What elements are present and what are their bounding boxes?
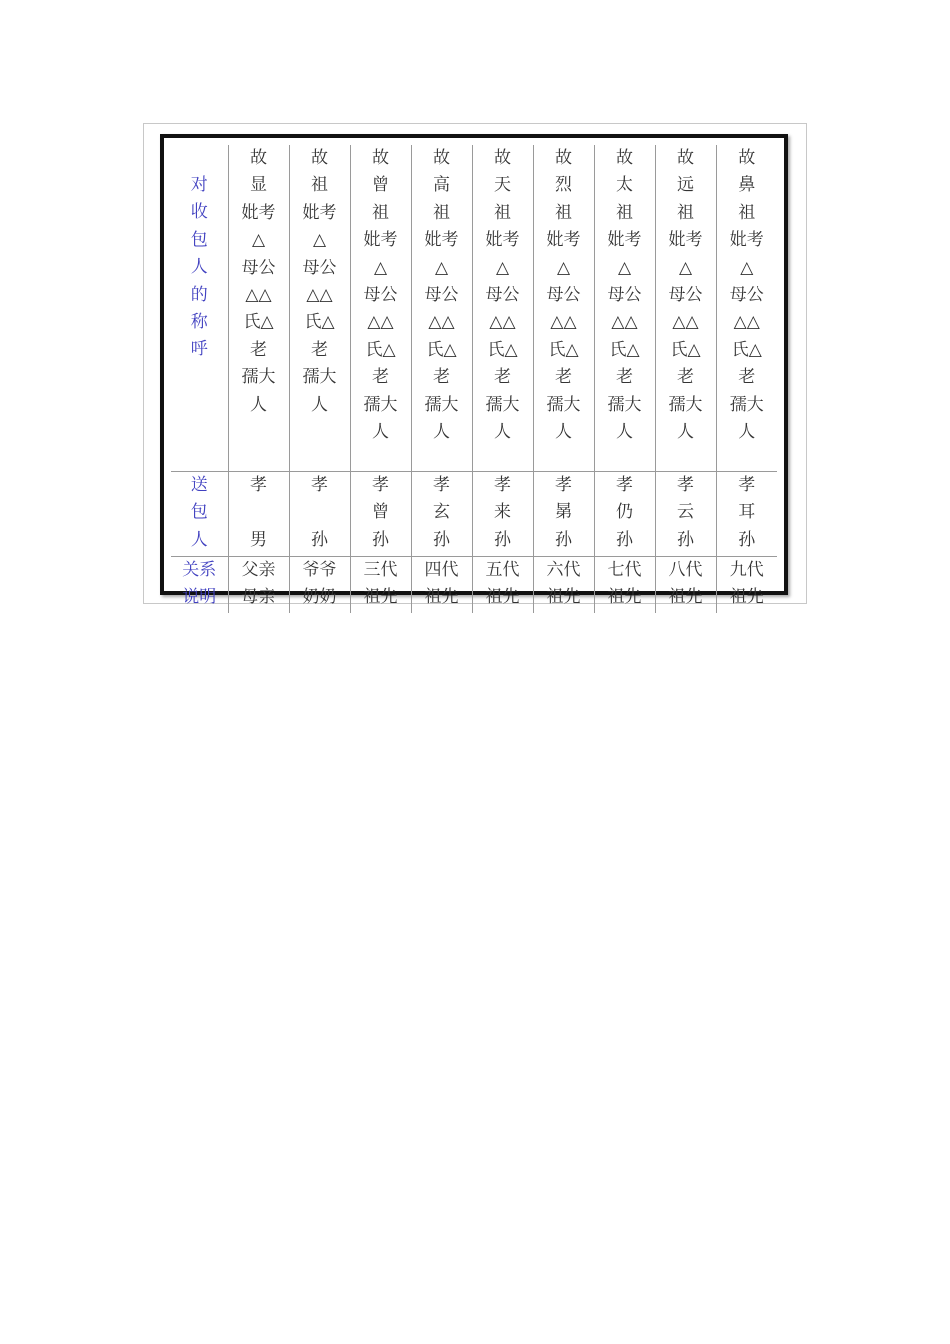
sender-cell-8: 孝 云 孙 [655, 472, 716, 557]
relation-row [171, 557, 777, 614]
recipient-cell-8: 故 远 祖 妣考 △ 母公 △△ 氏△ 老 孺大 人 [655, 145, 716, 472]
sender-cell-4: 孝 玄 孙 [411, 472, 472, 557]
recipient-cell-9: 故 鼻 祖 妣考 △ 母公 △△ 氏△ 老 孺大 人 [716, 145, 777, 472]
recipient-cell-5: 故 天 祖 妣考 △ 母公 △△ 氏△ 老 孺大 人 [472, 145, 533, 472]
row-label-recipient: 对 收 包 人 的 称 呼 [171, 145, 228, 472]
relation-cell-3: 三代 祖先 [350, 557, 411, 614]
relation-cell-9: 九代 祖先 [716, 557, 777, 614]
sender-cell-6: 孝 晜 孙 [533, 472, 594, 557]
relation-cell-7: 七代 祖先 [594, 557, 655, 614]
recipient-cell-3: 故 曾 祖 妣考 △ 母公 △△ 氏△ 老 孺大 人 [350, 145, 411, 472]
relation-cell-2: 爷爷 奶奶 [289, 557, 350, 614]
recipient-cell-6: 故 烈 祖 妣考 △ 母公 △△ 氏△ 老 孺大 人 [533, 145, 594, 472]
relation-cell-1: 父亲 母亲 [228, 557, 289, 614]
image-frame [143, 123, 807, 607]
relation-cell-6: 六代 祖先 [533, 557, 594, 614]
sender-cell-9: 孝 耳 孙 [716, 472, 777, 557]
row-label-sender: 送 包 人 [171, 472, 228, 557]
sender-row [171, 472, 777, 557]
ancestor-title-table [171, 145, 777, 613]
sender-cell-5: 孝 来 孙 [472, 472, 533, 557]
recipient-cell-2: 故 祖 妣考 △ 母公 △△ 氏△ 老 孺大 人 [289, 145, 350, 472]
sender-cell-7: 孝 仍 孙 [594, 472, 655, 557]
recipient-cell-1: 故 显 妣考 △ 母公 △△ 氏△ 老 孺大 人 [228, 145, 289, 472]
table-frame [160, 134, 788, 607]
recipient-title-row [171, 145, 777, 472]
recipient-cell-7: 故 太 祖 妣考 △ 母公 △△ 氏△ 老 孺大 人 [594, 145, 655, 472]
row-label-relation: 关系 说明 [182, 560, 217, 607]
relation-cell-8: 八代 祖先 [655, 557, 716, 614]
recipient-cell-4: 故 高 祖 妣考 △ 母公 △△ 氏△ 老 孺大 人 [411, 145, 472, 472]
sender-cell-1: 孝 男 [228, 472, 289, 557]
sender-cell-3: 孝 曾 孙 [350, 472, 411, 557]
relation-cell-5: 五代 祖先 [472, 557, 533, 614]
sender-cell-2: 孝 孙 [289, 472, 350, 557]
relation-cell-4: 四代 祖先 [411, 557, 472, 614]
